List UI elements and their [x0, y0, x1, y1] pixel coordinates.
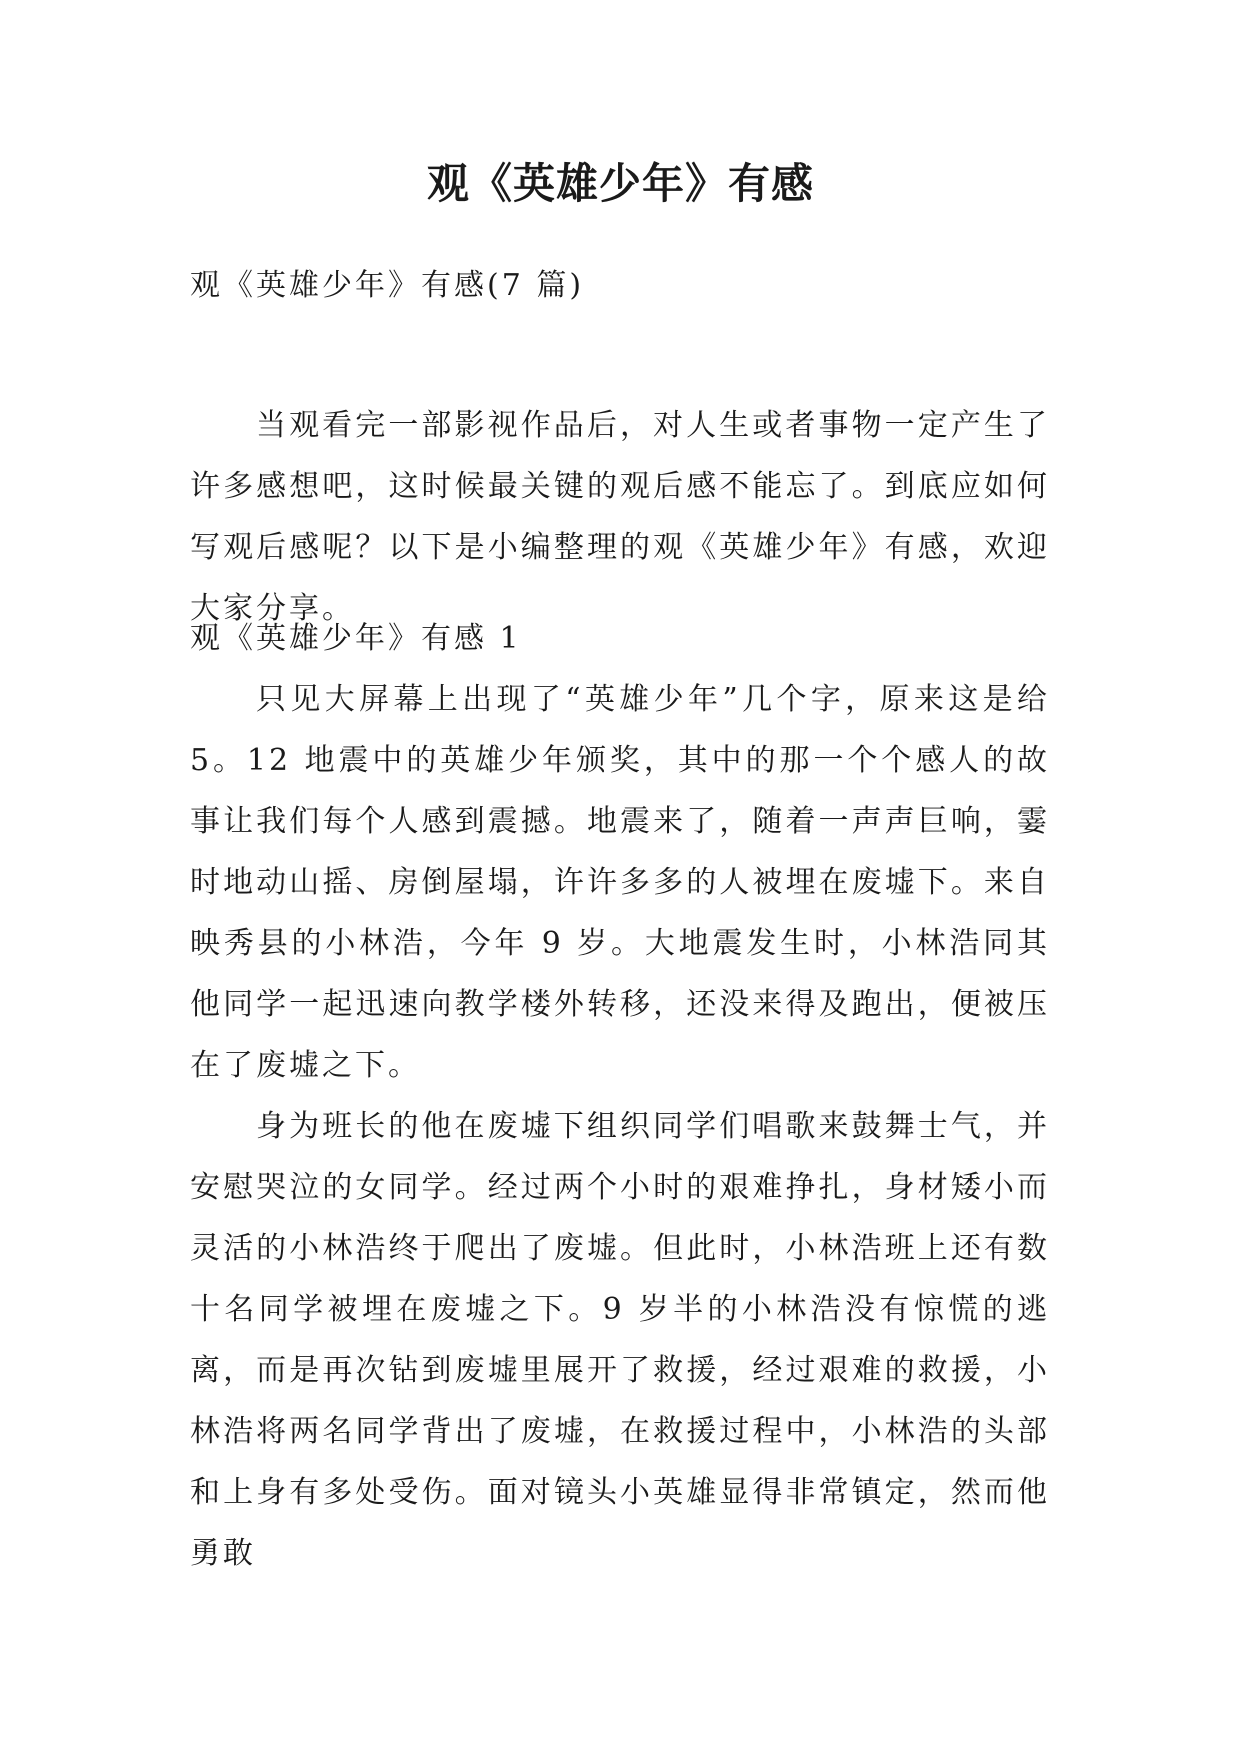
intro-paragraph: 当观看完一部影视作品后，对人生或者事物一定产生了许多感想吧，这时候最关键的观后感不能忘了。到底应如何写观后感呢？以下是小编整理的观《英雄少年》有感，欢迎大家分享。 [190, 408, 1050, 626]
document-title: 观《英雄少年》有感 [426, 159, 814, 208]
section-1-body [190, 669, 1050, 1584]
intro-block [190, 395, 1050, 639]
section-1-heading: 观《英雄少年》有感 1 [190, 621, 522, 656]
document-subtitle-block [190, 255, 1050, 316]
document-subtitle: 观《英雄少年》有感(7 篇) [190, 268, 585, 303]
section-1-paragraph-1: 只见大屏幕上出现了“英雄少年”几个字，原来这是给5。12 地震中的英雄少年颁奖，其中的那一个个感人的故事让我们每个人感到震撼。地震来了，随着一声声巨响，霎时地动山摇、房倒屋塌，许许多多的人被埋在废墟下。来自映秀县的小林浩，今年 9 岁。大地震发生时，小林浩同其他同学一起迅速向教学楼外转移，还没来得及跑出，便被压在了废墟之下。 [190, 682, 1050, 1083]
section-1-heading-block [190, 608, 1050, 669]
section-1-paragraph-2: 身为班长的他在废墟下组织同学们唱歌来鼓舞士气，并安慰哭泣的女同学。经过两个小时的艰难挣扎，身材矮小而灵活的小林浩终于爬出了废墟。但此时，小林浩班上还有数十名同学被埋在废墟之下。9 岁半的小林浩没有惊慌的逃离，而是再次钻到废墟里展开了救援，经过艰难的救援，小林浩将两名同学背出了废墟，在救援过程中，小林浩的头部和上身有多处受伤。面对镜头小英雄显得非常镇定，然而他勇敢 [190, 1109, 1050, 1571]
